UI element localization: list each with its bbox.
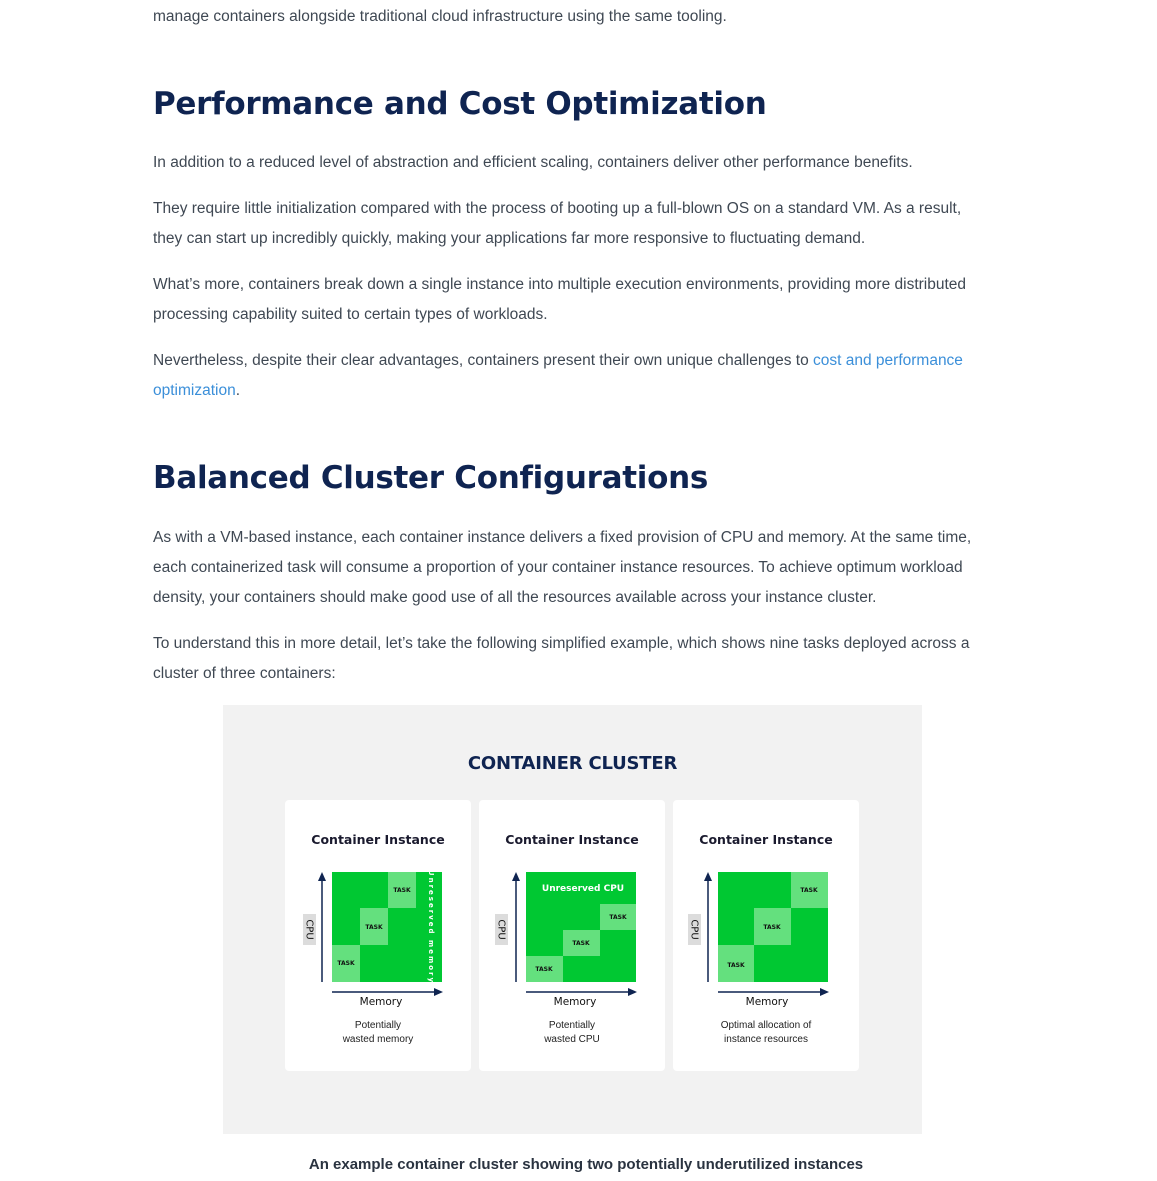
- paragraph-performance-3: What’s more, containers break down a single instance into multiple execution environments, providing more distributed processing capability suited to certain types of workloads.: [153, 276, 967, 323]
- card-title: Container Instance: [311, 832, 445, 847]
- intro-paragraph-tail: manage containers alongside traditional cloud infrastructure using the same tooling.: [153, 8, 727, 25]
- paragraph-performance-4: [153, 346, 983, 406]
- card-caption: [673, 1019, 859, 1047]
- x-axis-arrow-icon: [628, 988, 637, 996]
- task-label: TASK: [763, 924, 781, 931]
- y-axis-arrow-icon: [512, 872, 520, 881]
- section-heading-balanced: Balanced Cluster Configurations: [153, 460, 709, 496]
- x-axis-arrow-icon: [820, 988, 829, 996]
- caption-line-1: Optimal allocation of: [720, 1020, 812, 1031]
- container-instance-card-2: [479, 800, 665, 1071]
- task-label: TASK: [337, 960, 355, 967]
- caption-line-2: wasted memory: [342, 1034, 414, 1045]
- figure-caption: An example container cluster showing two potentially underutilized instances: [308, 1156, 864, 1173]
- y-axis-arrow-icon: [704, 872, 712, 881]
- x-axis-label: Memory: [745, 996, 789, 1008]
- task-label: TASK: [800, 887, 818, 894]
- cost-performance-link[interactable]: cost and performance optimization: [153, 352, 963, 399]
- task-label: TASK: [572, 940, 590, 947]
- container-instance-card-3: [673, 800, 859, 1071]
- paragraph-text: Nevertheless, despite their clear advantages, containers present their own unique challenges to: [153, 352, 814, 369]
- task-label: TASK: [535, 966, 553, 973]
- container-instance-card-1: [285, 800, 471, 1071]
- task-label: TASK: [609, 914, 627, 921]
- paragraph-end: .: [235, 382, 241, 399]
- y-axis-label: CPU: [303, 919, 315, 940]
- card-title: Container Instance: [505, 832, 639, 847]
- figure-title: CONTAINER CLUSTER: [467, 753, 678, 774]
- paragraph-performance-2: They require little initialization compared with the process of booting up a full-blown OS on a standard VM. As a result, they can start up incredibly quickly, making your applications far more responsive to fluctuating demand.: [153, 200, 962, 247]
- paragraph-balanced-2: To understand this in more detail, let’s take the following simplified example, which shows nine tasks deployed across a cluster of three containers:: [153, 635, 970, 682]
- caption-line-1: Potentially: [548, 1020, 596, 1031]
- unreserved-cpu-label: Unreserved CPU: [541, 884, 625, 894]
- paragraph-performance-1: In addition to a reduced level of abstraction and efficient scaling, containers deliver other performance benefits.: [153, 154, 913, 171]
- y-axis-label: CPU: [688, 919, 700, 940]
- container-cluster-figure: [223, 705, 922, 1134]
- unreserved-memory-label: Unreserved memory: [427, 869, 435, 985]
- task-label: TASK: [727, 962, 745, 969]
- card-caption: [479, 1019, 665, 1047]
- x-axis-label: Memory: [553, 996, 597, 1008]
- x-axis-label: Memory: [359, 996, 403, 1008]
- task-label: TASK: [393, 887, 411, 894]
- y-axis-arrow-icon: [318, 872, 326, 881]
- x-axis-arrow-icon: [434, 988, 443, 996]
- card-title: Container Instance: [699, 832, 833, 847]
- card-caption: [285, 1019, 471, 1047]
- task-label: TASK: [365, 924, 383, 931]
- section-heading-performance: Performance and Cost Optimization: [153, 86, 767, 122]
- paragraph-balanced-1: As with a VM-based instance, each container instance delivers a fixed provision of CPU and memory. At the same time, each containerized task will consume a proportion of your container instance resources. To achieve optimum workload density, your containers should make good use of all the resources available across your instance cluster.: [153, 529, 972, 606]
- caption-line-2: instance resources: [724, 1034, 808, 1045]
- y-axis-label: CPU: [495, 919, 507, 940]
- caption-line-2: wasted CPU: [544, 1034, 600, 1045]
- caption-line-1: Potentially: [354, 1020, 402, 1031]
